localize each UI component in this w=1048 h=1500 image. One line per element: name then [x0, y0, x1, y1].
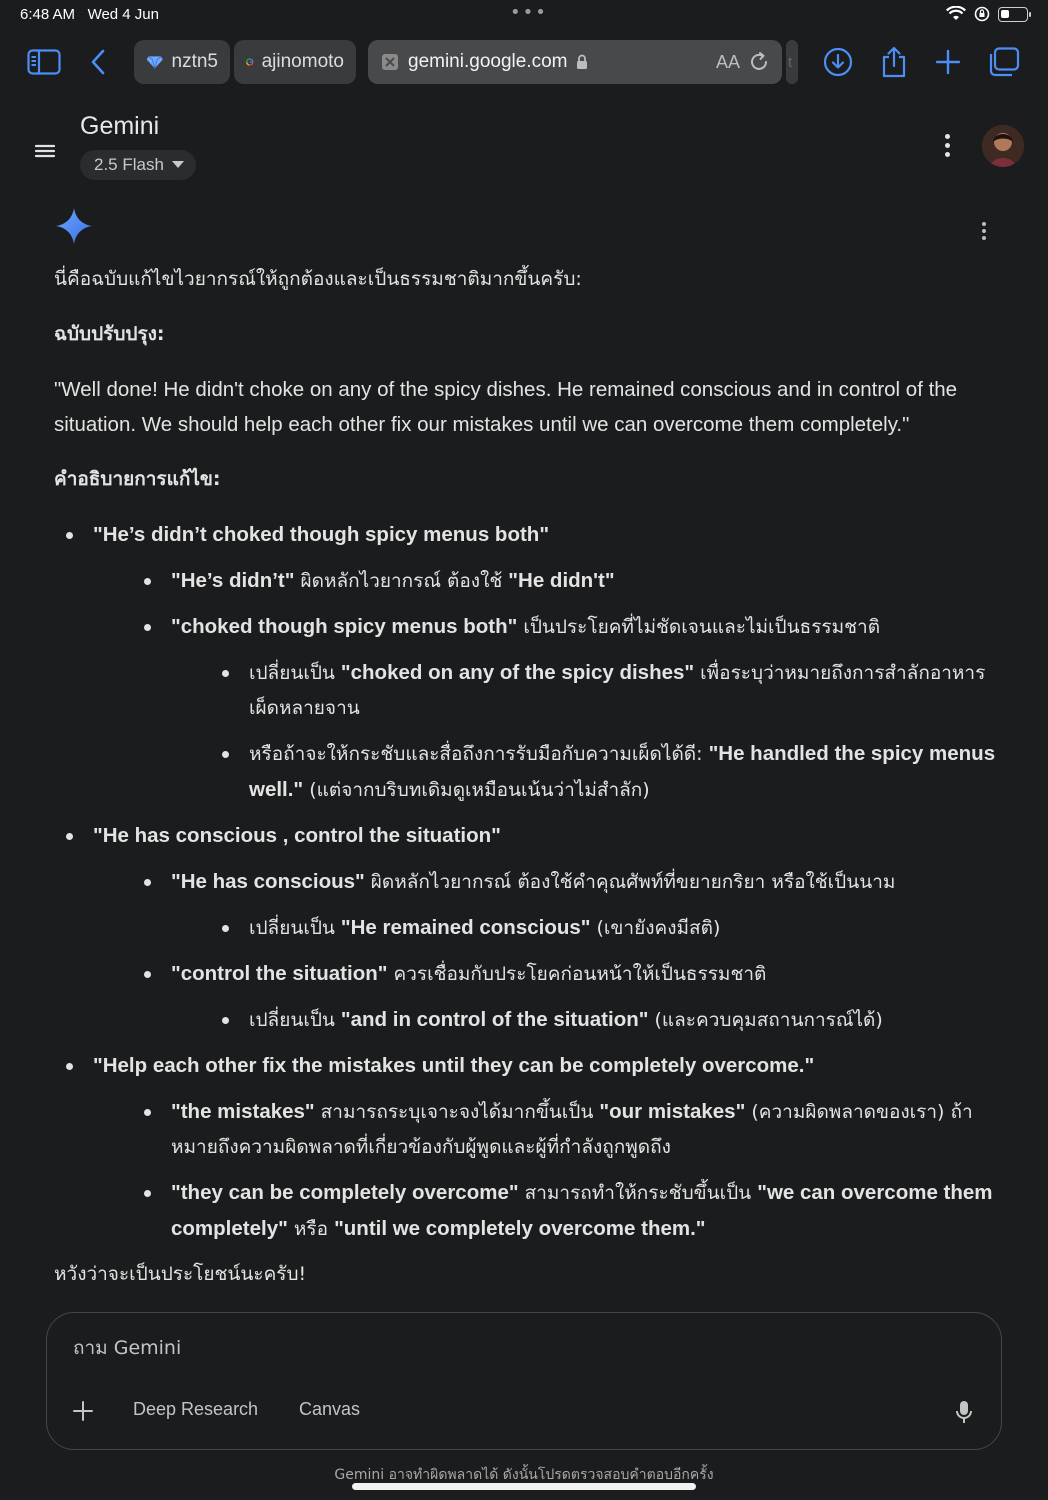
- avatar[interactable]: [982, 125, 1024, 167]
- list-item: "they can be completely overcome" สามารถทำให้กระชับขึ้นเป็น "we can overcome them completely" หรือ "until we completely overcome them.": [132, 1175, 1014, 1247]
- hamburger-menu-icon[interactable]: [30, 138, 60, 164]
- new-tab-icon[interactable]: [930, 44, 966, 80]
- orientation-lock-icon: [974, 6, 990, 22]
- improved-text: "Well done! He didn't choke on any of the spicy dishes. He remained conscious and in control of the situation. We should help each other fix our mistakes until we can overcome them completely.": [54, 378, 958, 436]
- improved-heading: ฉบับปรับปรุง:: [54, 323, 165, 345]
- response-content: [54, 262, 1014, 1292]
- more-options-icon[interactable]: [934, 130, 960, 160]
- list-item: เปลี่ยนเป็น "He remained conscious" (เขายังคงมีสติ): [210, 910, 1014, 946]
- wifi-icon: [946, 6, 966, 22]
- address-text: gemini.google.com: [408, 51, 568, 72]
- response-outro: หวังว่าจะเป็นประโยชน์นะครับ!: [54, 1263, 307, 1285]
- browser-toolbar: [0, 36, 1048, 88]
- list-item: เปลี่ยนเป็น "and in control of the situation" (และควบคุมสถานการณ์ได้): [210, 1002, 1014, 1038]
- add-attachment-icon[interactable]: [71, 1399, 95, 1423]
- reader-button[interactable]: AA: [715, 51, 740, 72]
- app-title: Gemini: [80, 112, 160, 140]
- sidebar-toggle-icon[interactable]: [26, 44, 62, 80]
- list-item: เปลี่ยนเป็น "choked on any of the spicy dishes" เพื่อระบุว่าหมายถึงการสำลักอาหารเผ็ดหลายจาน: [210, 655, 1014, 726]
- list-item: หรือถ้าจะให้กระชับและสื่อถึงการรับมือกับความเผ็ดได้ดี: "He handled the spicy menus well." (แต่จากบริบทเดิมดูเหมือนเน้นว่าไม่สำลัก): [210, 736, 1014, 808]
- list-item: "He’s didn’t choked though spicy menus both" "He’s didn’t" ผิดหลักไวยากรณ์ ต้องใช้ "He didn't" "choked though spicy menus both" เป็นประโยคที่ไม่ชัดเจนและไม่เป็นธรรมชาติ เปลี่ยนเป็น "choked on any of the spicy dishes" เพื่อระบุว่าหมายถึงการสำลักอาหารเผ็ดหลายจาน หรือถ้าจะให้กระชับและสื่อถึงการรับมือกับความเผ็ดได้ดี: "He handled the spicy menus well." (แต่จากบริบทเดิมดูเหมือนเน้นว่าไม่สำลัก): [54, 517, 1014, 808]
- prompt-composer: [46, 1312, 1002, 1450]
- model-selector[interactable]: [80, 150, 196, 180]
- list-item: "choked though spicy menus both" เป็นประโยคที่ไม่ชัดเจนและไม่เป็นธรรมชาติ เปลี่ยนเป็น "choked on any of the spicy dishes" เพื่อระบุว่าหมายถึงการสำลักอาหารเผ็ดหลายจาน หรือถ้าจะให้กระชับและสื่อถึงการรับมือกับความเผ็ดได้ดี: "He handled the spicy menus well." (แต่จากบริบทเดิมดูเหมือนเน้นว่าไม่สำลัก): [132, 609, 1014, 808]
- lock-icon: [575, 53, 589, 71]
- address-bar[interactable]: [368, 40, 782, 84]
- response-intro: นี่คือฉบับแก้ไขไวยากรณ์ให้ถูกต้องและเป็นธรรมชาติมากขึ้นครับ:: [54, 268, 582, 290]
- share-icon[interactable]: [876, 44, 912, 80]
- explain-heading: คำอธิบายการแก้ไข:: [54, 468, 221, 490]
- tab-2[interactable]: [234, 40, 356, 84]
- download-icon[interactable]: [820, 44, 856, 80]
- gemini-diamond-icon: [146, 52, 164, 72]
- list-item: "the mistakes" สามารถระบุเจาะจงได้มากขึ้นเป็น "our mistakes" (ความผิดพลาดของเรา) ถ้าหมายถึงความผิดพลาดที่เกี่ยวข้องกับผู้พูดและผู้ที่กำลังถูกพูดถึง: [132, 1094, 1014, 1165]
- tab-1[interactable]: [134, 40, 230, 84]
- list-item: "He’s didn’t" ผิดหลักไวยากรณ์ ต้องใช้ "He didn't": [132, 563, 1014, 599]
- tab-3[interactable]: t: [786, 40, 798, 84]
- google-g-icon: [246, 52, 254, 72]
- reload-icon[interactable]: [748, 51, 770, 73]
- list-item: "Help each other fix the mistakes until they can be completely overcome." "the mistakes" สามารถระบุเจาะจงได้มากขึ้นเป็น "our mistakes" (ความผิดพลาดของเรา) ถ้าหมายถึงความผิดพลาดที่เกี่ยวข้องกับผู้พูดและผู้ที่กำลังถูกพูดถึง "they can be completely overcome" สามารถทำให้กระชับขึ้นเป็น "we can overcome them completely" หรือ "until we completely overcome them.": [54, 1048, 1014, 1247]
- deep-research-button[interactable]: Deep Research: [133, 1399, 259, 1419]
- model-label: 2.5 Flash: [94, 155, 164, 174]
- status-bar: [0, 0, 1048, 30]
- site-icon: [380, 52, 400, 72]
- list-item: "control the situation" ควรเชื่อมกับประโยคก่อนหน้าให้เป็นธรรมชาติ เปลี่ยนเป็น "and in control of the situation" (และควบคุมสถานการณ์ได้): [132, 956, 1014, 1038]
- list-item: "He has conscious , control the situation" "He has conscious" ผิดหลักไวยากรณ์ ต้องใช้คำคุณศัพท์ที่ขยายกริยา หรือใช้เป็นนาม เปลี่ยนเป็น "He remained conscious" (เขายังคงมีสติ) "control the situation" ควรเชื่อมกับประโยคก่อนหน้าให้เป็นธรรมชาติ เปลี่ยนเป็น "and in control of the situation" (และควบคุมสถานการณ์ได้): [54, 818, 1014, 1038]
- microphone-icon[interactable]: [953, 1399, 975, 1425]
- canvas-button[interactable]: Canvas: [299, 1399, 361, 1419]
- tab-1-label: nztn5: [171, 51, 218, 72]
- home-indicator[interactable]: [352, 1483, 696, 1490]
- list-item: "He has conscious" ผิดหลักไวยากรณ์ ต้องใช้คำคุณศัพท์ที่ขยายกริยา หรือใช้เป็นนาม เปลี่ยนเป็น "He remained conscious" (เขายังคงมีสติ): [132, 864, 1014, 946]
- multitasking-dots[interactable]: •••: [510, 2, 548, 23]
- app-header: [0, 108, 1048, 188]
- status-time: 6:48 AM Wed 4 Jun: [20, 6, 159, 23]
- response-options-icon[interactable]: [976, 222, 992, 242]
- disclaimer: Gemini อาจทำผิดพลาดได้ ดังนั้นโปรดตรวจสอบคำตอบอีกครั้ง: [334, 1467, 714, 1483]
- explanation-list: [54, 517, 1014, 1247]
- gemini-sparkle-icon: [56, 208, 92, 244]
- tab-2-label: ajinomoto: [261, 51, 344, 72]
- prompt-input[interactable]: [73, 1337, 873, 1359]
- battery-icon: [998, 7, 1028, 22]
- back-icon[interactable]: [80, 44, 116, 80]
- caret-down-icon: [172, 161, 184, 169]
- tab-overview-icon[interactable]: [986, 44, 1022, 80]
